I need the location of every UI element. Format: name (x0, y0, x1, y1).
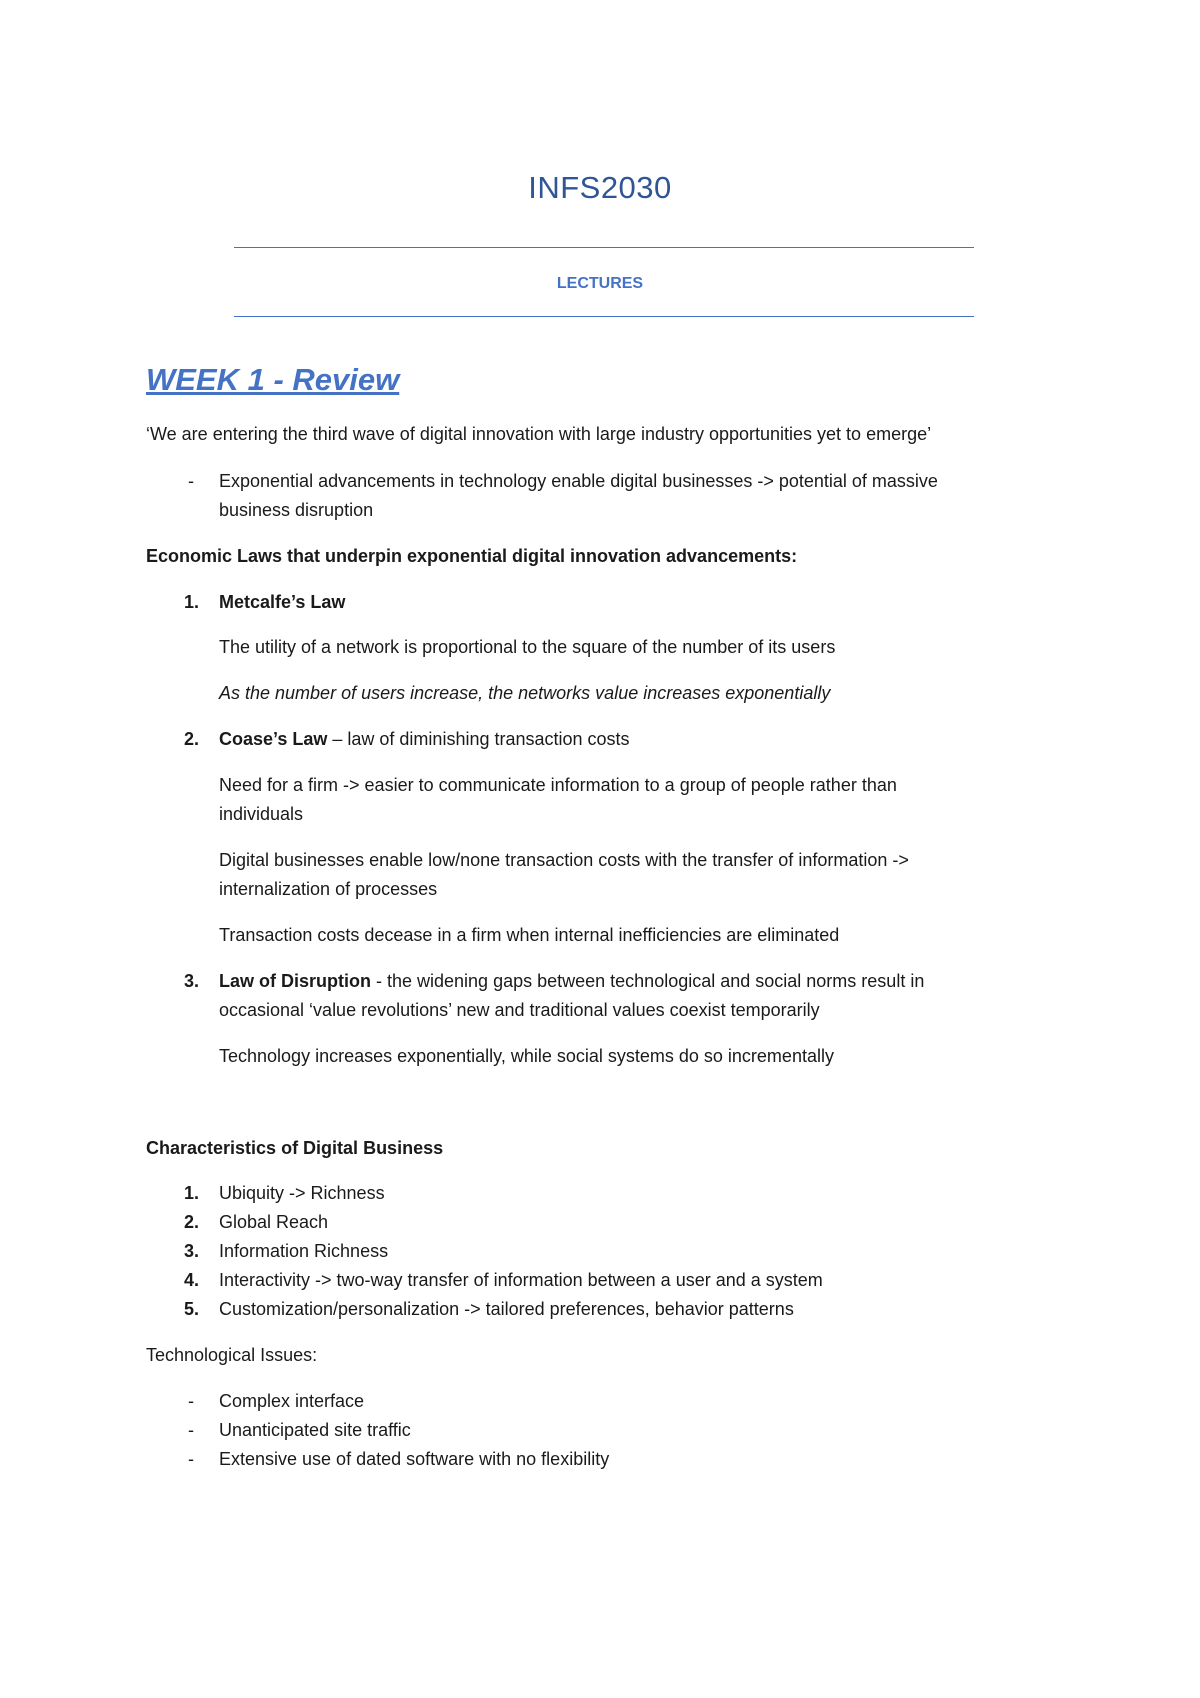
tech-issue-2: Unanticipated site traffic (219, 1420, 411, 1440)
law-2-p2-line-1: Digital businesses enable low/none transaction costs with the transfer of information -> (219, 850, 909, 870)
law-2-title-line (219, 727, 630, 751)
characteristic-5-text: Customization/personalization -> tailored preferences, behavior patterns (219, 1299, 794, 1319)
law-3-title: Law of Disruption (219, 971, 371, 991)
economic-laws-heading: Economic Laws that underpin exponential digital innovation advancements: (146, 546, 798, 566)
law-3-number: 3. (184, 971, 200, 991)
intro-bullet-line-1: Exponential advancements in technology enable digital businesses -> potential of massive (219, 471, 938, 491)
intro-quote: ‘We are entering the third wave of digital innovation with large industry opportunities yet to emerge’ (146, 424, 932, 444)
intro-bullet-line-2: business disruption (219, 500, 374, 520)
law-1-definition: The utility of a network is proportional to the square of the number of its users (219, 637, 836, 657)
title-divider-top (234, 247, 974, 248)
law-2-title: Coase’s Law (219, 729, 328, 749)
characteristic-1-number: 1. (184, 1183, 200, 1203)
law-2-p2-line-2: internalization of processes (219, 879, 438, 899)
law-3-line-2: occasional ‘value revolutions’ new and traditional values coexist temporarily (219, 1000, 820, 1020)
law-3-title-line (219, 969, 924, 993)
law-2-title-suffix: – law of diminishing transaction costs (327, 729, 630, 749)
characteristic-4-number: 4. (184, 1270, 200, 1290)
law-3-p2: Technology increases exponentially, while social systems do so incrementally (219, 1046, 834, 1066)
bullet-dash: - (188, 1449, 194, 1469)
law-1-number: 1. (184, 592, 200, 612)
document-title: INFS2030 (528, 170, 672, 205)
bullet-dash: - (188, 471, 194, 491)
bullet-dash: - (188, 1391, 194, 1411)
law-3-title-suffix: - the widening gaps between technological and social norms result in (371, 971, 925, 991)
characteristic-1-text: Ubiquity -> Richness (219, 1183, 385, 1203)
characteristic-3-number: 3. (184, 1241, 200, 1261)
tech-issue-1: Complex interface (219, 1391, 365, 1411)
law-2-number: 2. (184, 729, 200, 749)
law-1-note: As the number of users increase, the networks value increases exponentially (219, 683, 831, 703)
tech-issue-3: Extensive use of dated software with no flexibility (219, 1449, 610, 1469)
law-2-p1-line-1: Need for a firm -> easier to communicate information to a group of people rather than (219, 775, 897, 795)
characteristic-2-number: 2. (184, 1212, 200, 1232)
law-2-p1-line-2: individuals (219, 804, 304, 824)
tech-issues-heading: Technological Issues: (146, 1345, 318, 1365)
bullet-dash: - (188, 1420, 194, 1440)
law-1-title: Metcalfe’s Law (219, 592, 346, 612)
characteristic-3-text: Information Richness (219, 1241, 389, 1261)
characteristic-5-number: 5. (184, 1299, 200, 1319)
characteristics-heading: Characteristics of Digital Business (146, 1138, 444, 1158)
document-subtitle: LECTURES (556, 275, 644, 292)
week-heading: WEEK 1 - Review (146, 362, 400, 397)
characteristic-2-text: Global Reach (219, 1212, 329, 1232)
law-2-p3: Transaction costs decease in a firm when internal inefficiencies are eliminated (219, 925, 840, 945)
title-divider-bottom (234, 316, 974, 317)
characteristic-4-text: Interactivity -> two-way transfer of information between a user and a system (219, 1270, 823, 1290)
